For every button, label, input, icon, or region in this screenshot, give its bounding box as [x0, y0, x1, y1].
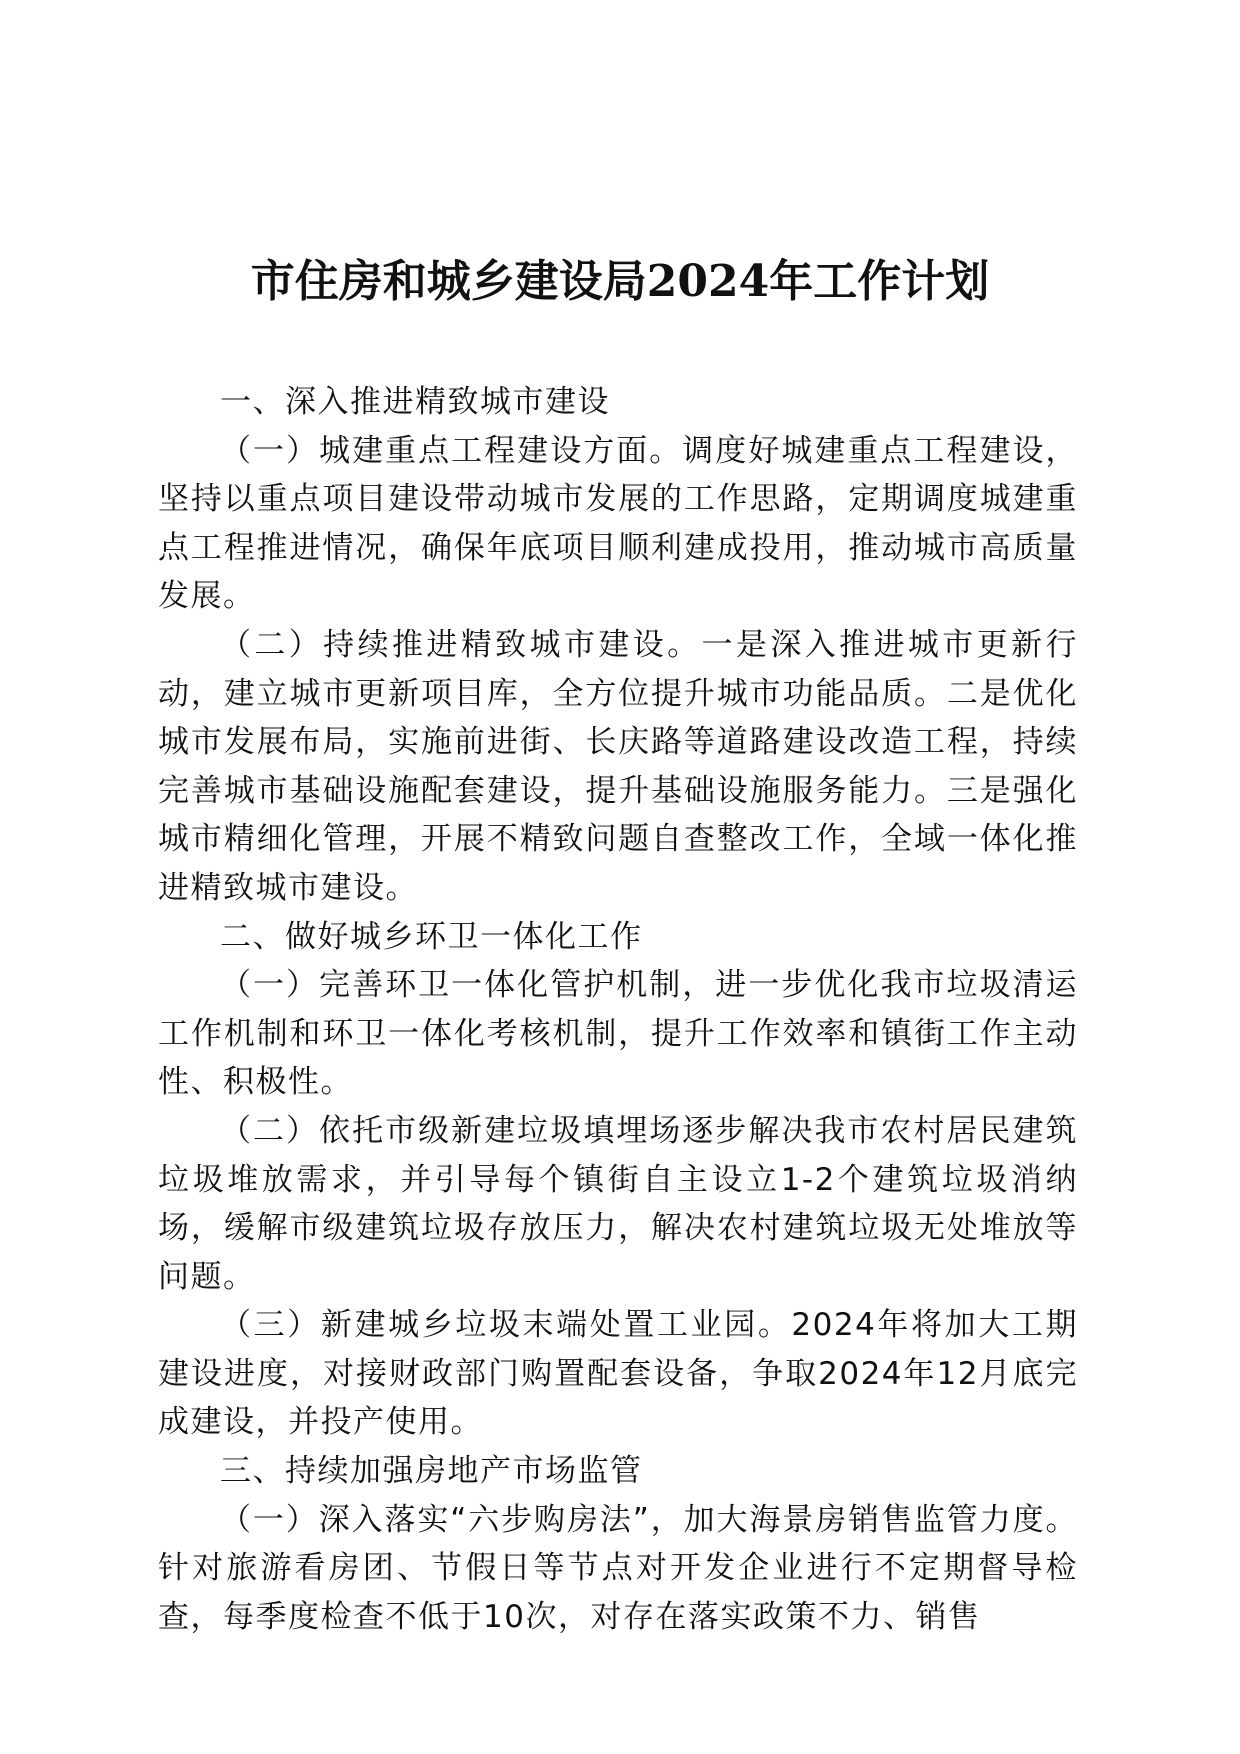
paragraph: （一）完善环卫一体化管护机制，进一步优化我市垃圾清运工作机制和环卫一体化考核机制，提升工作效率和镇街工作主动性、积极性。: [158, 967, 1078, 1101]
paragraph: （二）依托市级新建垃圾填埋场逐步解决我市农村居民建筑垃圾堆放需求，并引导每个镇街自主设立1-2个建筑垃圾消纳场，缓解市级建筑垃圾存放压力，解决农村建筑垃圾无处堆放等问题。: [158, 1112, 1078, 1295]
paragraph: （一）深入落实“六步购房法”，加大海景房销售监管力度。针对旅游看房团、节假日等节点对开发企业进行不定期督导检查，每季度检查不低于10次，对存在落实政策不力、销售: [158, 1501, 1078, 1635]
paragraph: （一）城建重点工程建设方面。调度好城建重点工程建设，坚持以重点项目建设带动城市发展的工作思路，定期调度城建重点工程推进情况，确保年底项目顺利建成投用，推动城市高质量发展。: [158, 432, 1078, 615]
paragraph: （三）新建城乡垃圾末端处置工业园。2024年将加大工期建设进度，对接财政部门购置配套设备，争取2024年12月底完成建设，并投产使用。: [158, 1307, 1078, 1441]
section-heading: 三、持续加强房地产市场监管: [220, 1453, 643, 1490]
document-body: [158, 378, 1078, 1641]
document-title: 市住房和城乡建设局2024年工作计划: [250, 256, 990, 307]
section-heading: 一、深入推进精致城市建设: [220, 384, 610, 420]
section-heading: 二、做好城乡环卫一体化工作: [220, 918, 643, 955]
paragraph: （二）持续推进精致城市建设。一是深入推进城市更新行动，建立城市更新项目库，全方位提升城市功能品质。二是优化城市发展布局，实施前进街、长庆路等道路建设改造工程，持续完善城市基础设施配套建设，提升基础设施服务能力。三是强化城市精细化管理，开展不精致问题自查整改工作，全域一体化推进精致城市建设。: [158, 626, 1078, 906]
